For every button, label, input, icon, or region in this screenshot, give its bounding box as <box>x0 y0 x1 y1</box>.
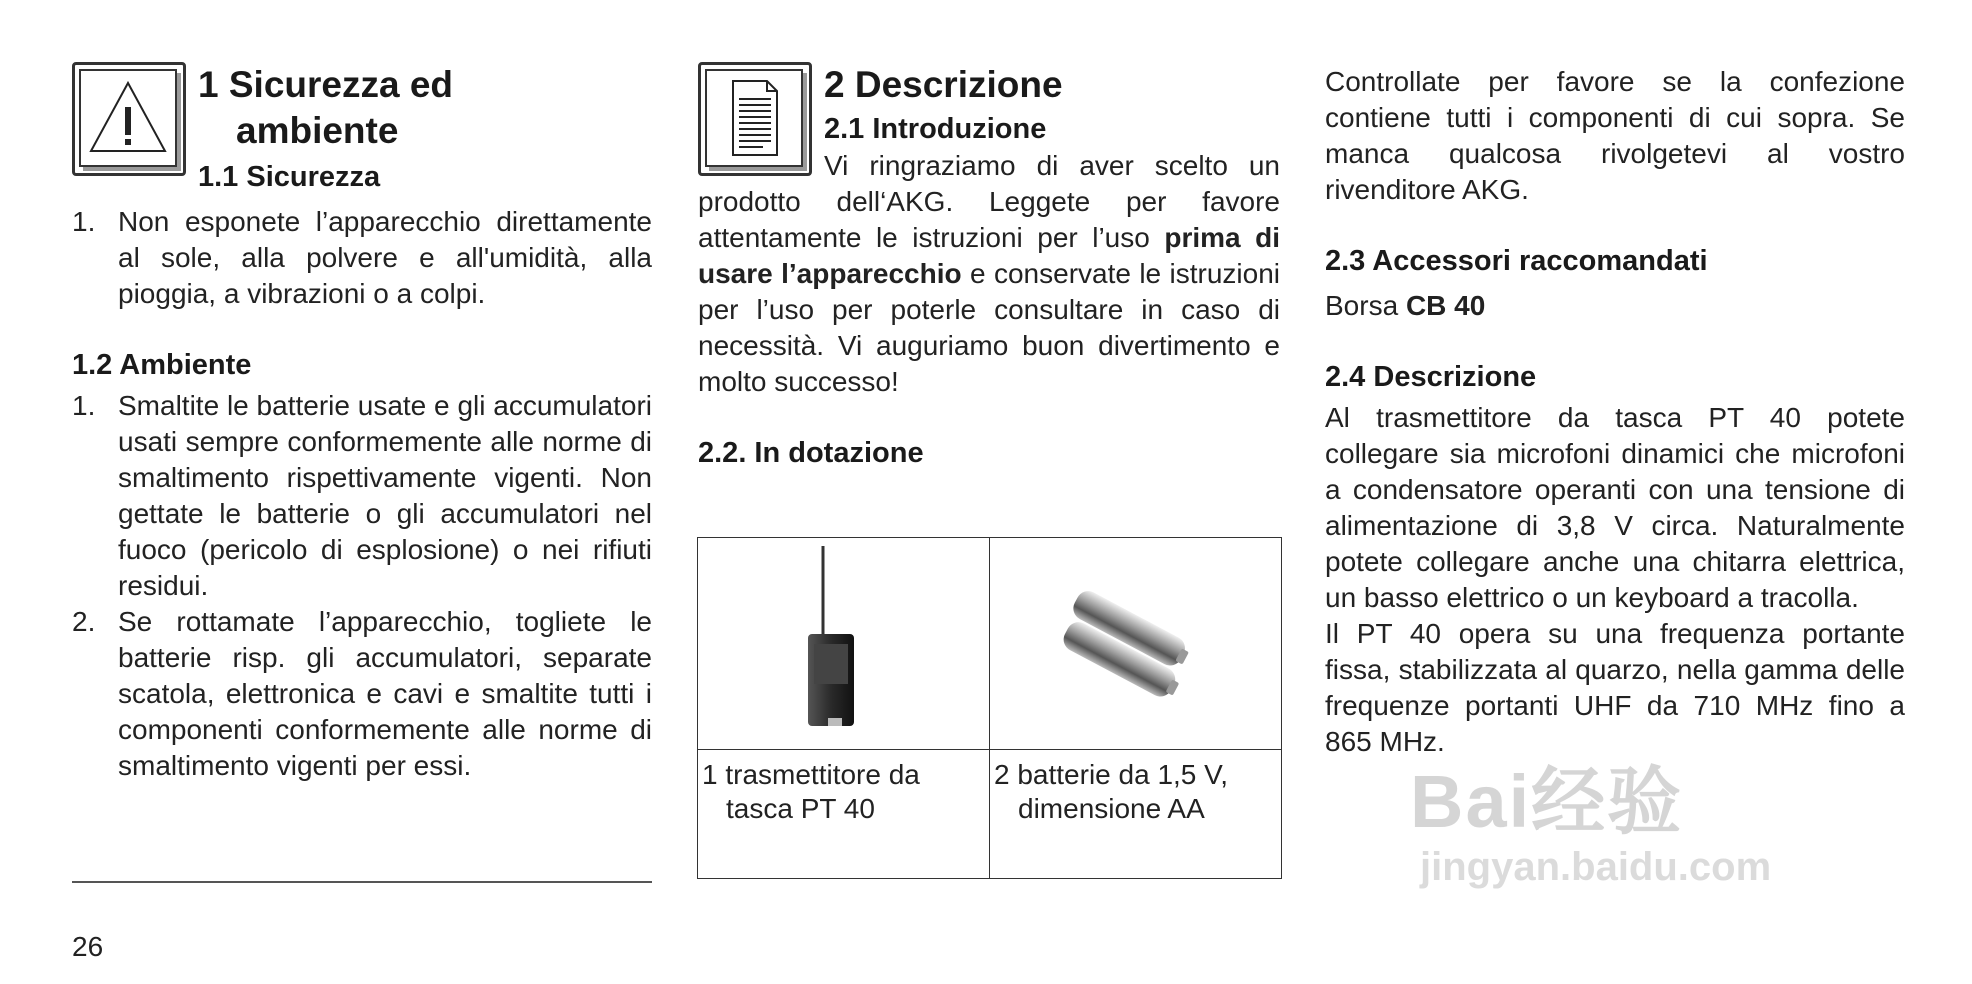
supply-item-batteries: 2 batterie da 1,5 V, dimensione AA <box>990 750 1282 879</box>
column-1 <box>72 62 652 784</box>
subheading-2-4: 2.4 Descrizione <box>1325 361 1537 393</box>
subheading-2-2: 2.2. In dotazione <box>698 437 924 469</box>
intro-paragraph: Vi ringraziamo di aver scelto un prodotto dell‘AKG. Leggete per favore attentamente le istruzioni per l’uso prima di usare l’apparecchio e conservate le istruzioni per l’uso per poterle consultare in caso di necessità. Vi auguriamo buon divertimento e molto successo! <box>698 150 1280 397</box>
description-paragraph-1: Al trasmettitore da tasca PT 40 potete collegare sia microfoni dinamici che microfoni a condensatore operanti con una tensione di alimentazione di 3,8 V circa. Naturalmente potete collegare anche una chitarra elettrica, un basso elettrico o un keyboard a tracolla. <box>1325 402 1905 613</box>
supply-table <box>697 537 1282 879</box>
supply-item-transmitter: 1 trasmettitore da tasca PT 40 <box>698 750 990 879</box>
subheading-2-1: 2.1 Introduzione <box>824 113 1047 145</box>
list-item: 1. Smaltite le batterie usate e gli accumulatori usati sempre conformemente alle norme di smaltimento rispettivamente vigenti. Non gettate le batterie o gli accumulatori nel fuoco (pericolo di esplosione) o nei rifiuti residui. <box>72 390 652 601</box>
section1-title: 1 Sicurezza ed ambiente <box>198 64 454 151</box>
column-2 <box>698 62 1280 472</box>
environment-list <box>72 388 652 784</box>
subheading-1-1: 1.1 Sicurezza <box>198 161 381 193</box>
list-item: 2. Se rottamate l’apparecchio, togliete le batterie risp. gli accumulatori, separate scatola, elettronica e cavi e smaltite tutti i componenti conformemente alle norme di smaltimento vigenti per essi. <box>72 606 652 781</box>
list-item: 1. Non esponete l’apparecchio direttamente al sole, alla polvere e all'umidità, alla pioggia, a vibrazioni o a colpi. <box>72 206 652 309</box>
footer-rule <box>72 881 652 883</box>
accessory-line: Borsa CB 40 <box>1325 290 1486 321</box>
column-3 <box>1325 64 1905 760</box>
subheading-1-2: 1.2 Ambiente <box>72 349 252 381</box>
check-paragraph: Controllate per favore se la confezione contiene tutti i componenti di cui sopra. Se manca qualcosa rivolgetevi al vostro rivenditore AKG. <box>1325 66 1905 205</box>
transmitter-image <box>698 538 990 750</box>
section2-title: 2 Descrizione <box>824 64 1063 105</box>
safety-list <box>72 204 652 312</box>
baidu-watermark: Bai经验 jingyan.baidu.com <box>1410 760 1772 889</box>
warning-icon <box>72 62 186 176</box>
document-icon <box>698 62 812 176</box>
description-paragraph-2: Il PT 40 opera su una frequenza portante fissa, stabilizzata al quarzo, nella gamma delle frequenze portanti UHF da 710 MHz fino a 865 MHz. <box>1325 618 1905 757</box>
batteries-image <box>990 538 1282 750</box>
page-number: 26 <box>72 931 104 962</box>
section1-header <box>72 62 652 196</box>
subheading-2-3: 2.3 Accessori raccomandati <box>1325 245 1708 277</box>
